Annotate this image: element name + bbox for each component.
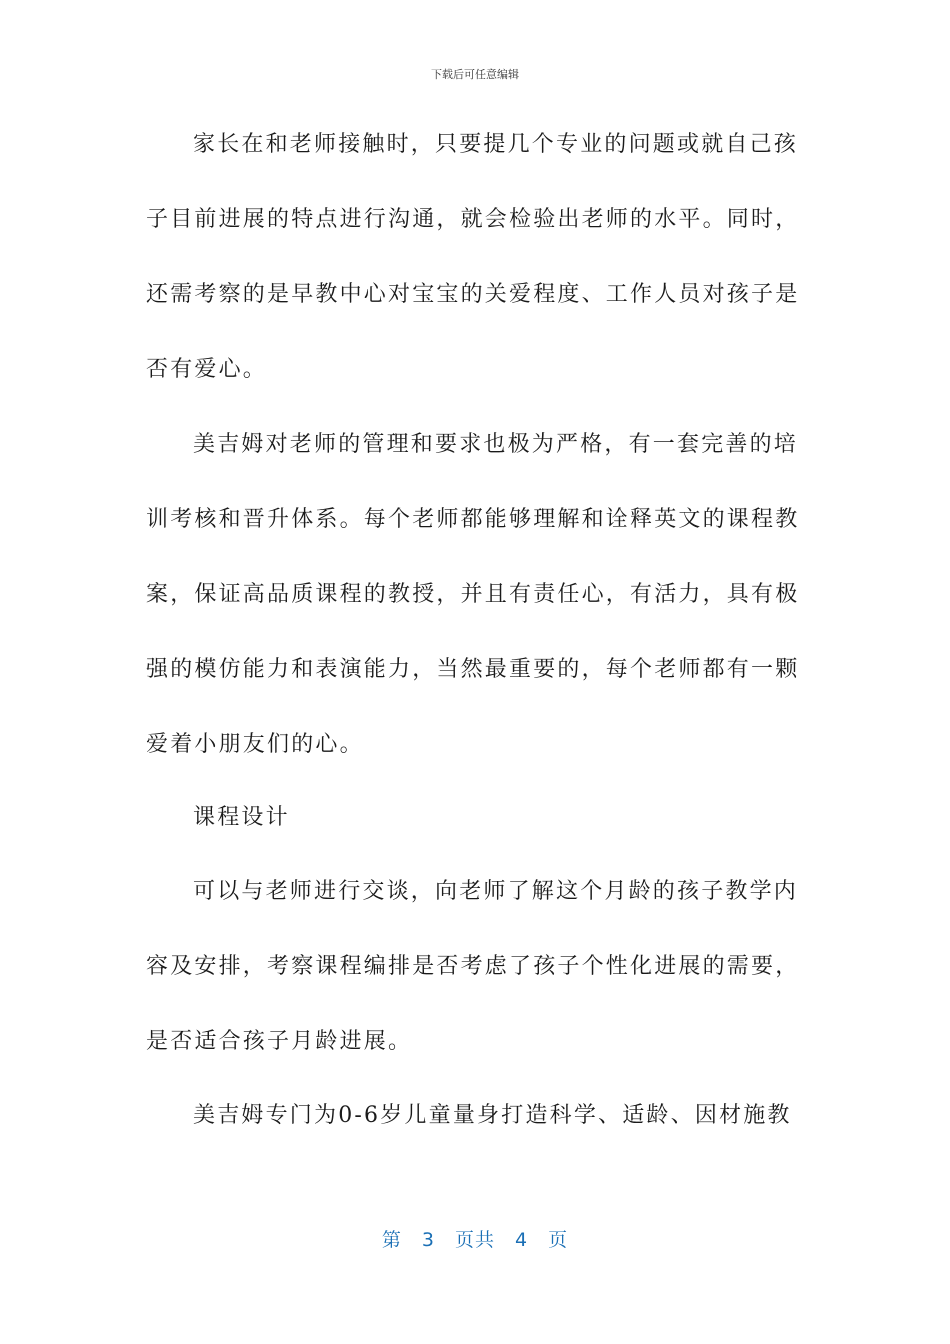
footer-suffix: 页: [548, 1229, 569, 1251]
text-line: 强的模仿能力和表演能力，当然最重要的，每个老师都有一颗: [146, 657, 800, 682]
text-line: 爱着小朋友们的心。: [146, 732, 364, 757]
page-header: 下载后可任意编辑: [431, 68, 519, 81]
text-line: 案，保证高品质课程的教授，并且有责任心，有活力，具有极: [146, 582, 800, 607]
page-footer: [0, 1225, 950, 1252]
footer-total-pages: 4: [515, 1229, 529, 1251]
footer-prefix: 第: [381, 1229, 402, 1251]
text-line: 子目前进展的特点进行沟通，就会检验出老师的水平。同时，: [146, 207, 800, 232]
text-line: 家长在和老师接触时，只要提几个专业的问题或就自己孩: [193, 132, 799, 157]
text-line: 是否适合孩子月龄进展。: [146, 1029, 413, 1054]
text-line: 还需考察的是早教中心对宝宝的关爱程度、工作人员对孩子是: [146, 282, 800, 307]
text-line: 美吉姆专门为0-6岁儿童量身打造科学、适龄、因材施教: [193, 1103, 792, 1128]
text-line: 训考核和晋升体系。每个老师都能够理解和诠释英文的课程教: [146, 507, 800, 532]
text-line: 容及安排，考察课程编排是否考虑了孩子个性化进展的需要，: [146, 954, 800, 979]
text-line: 美吉姆对老师的管理和要求也极为严格，有一套完善的培: [193, 432, 799, 457]
footer-middle: 页共: [454, 1229, 495, 1251]
section-heading: 课程设计: [193, 805, 290, 830]
text-line: 可以与老师进行交谈，向老师了解这个月龄的孩子教学内: [193, 879, 799, 904]
footer-page-number: 3: [421, 1229, 435, 1251]
text-line: 否有爱心。: [146, 357, 268, 382]
